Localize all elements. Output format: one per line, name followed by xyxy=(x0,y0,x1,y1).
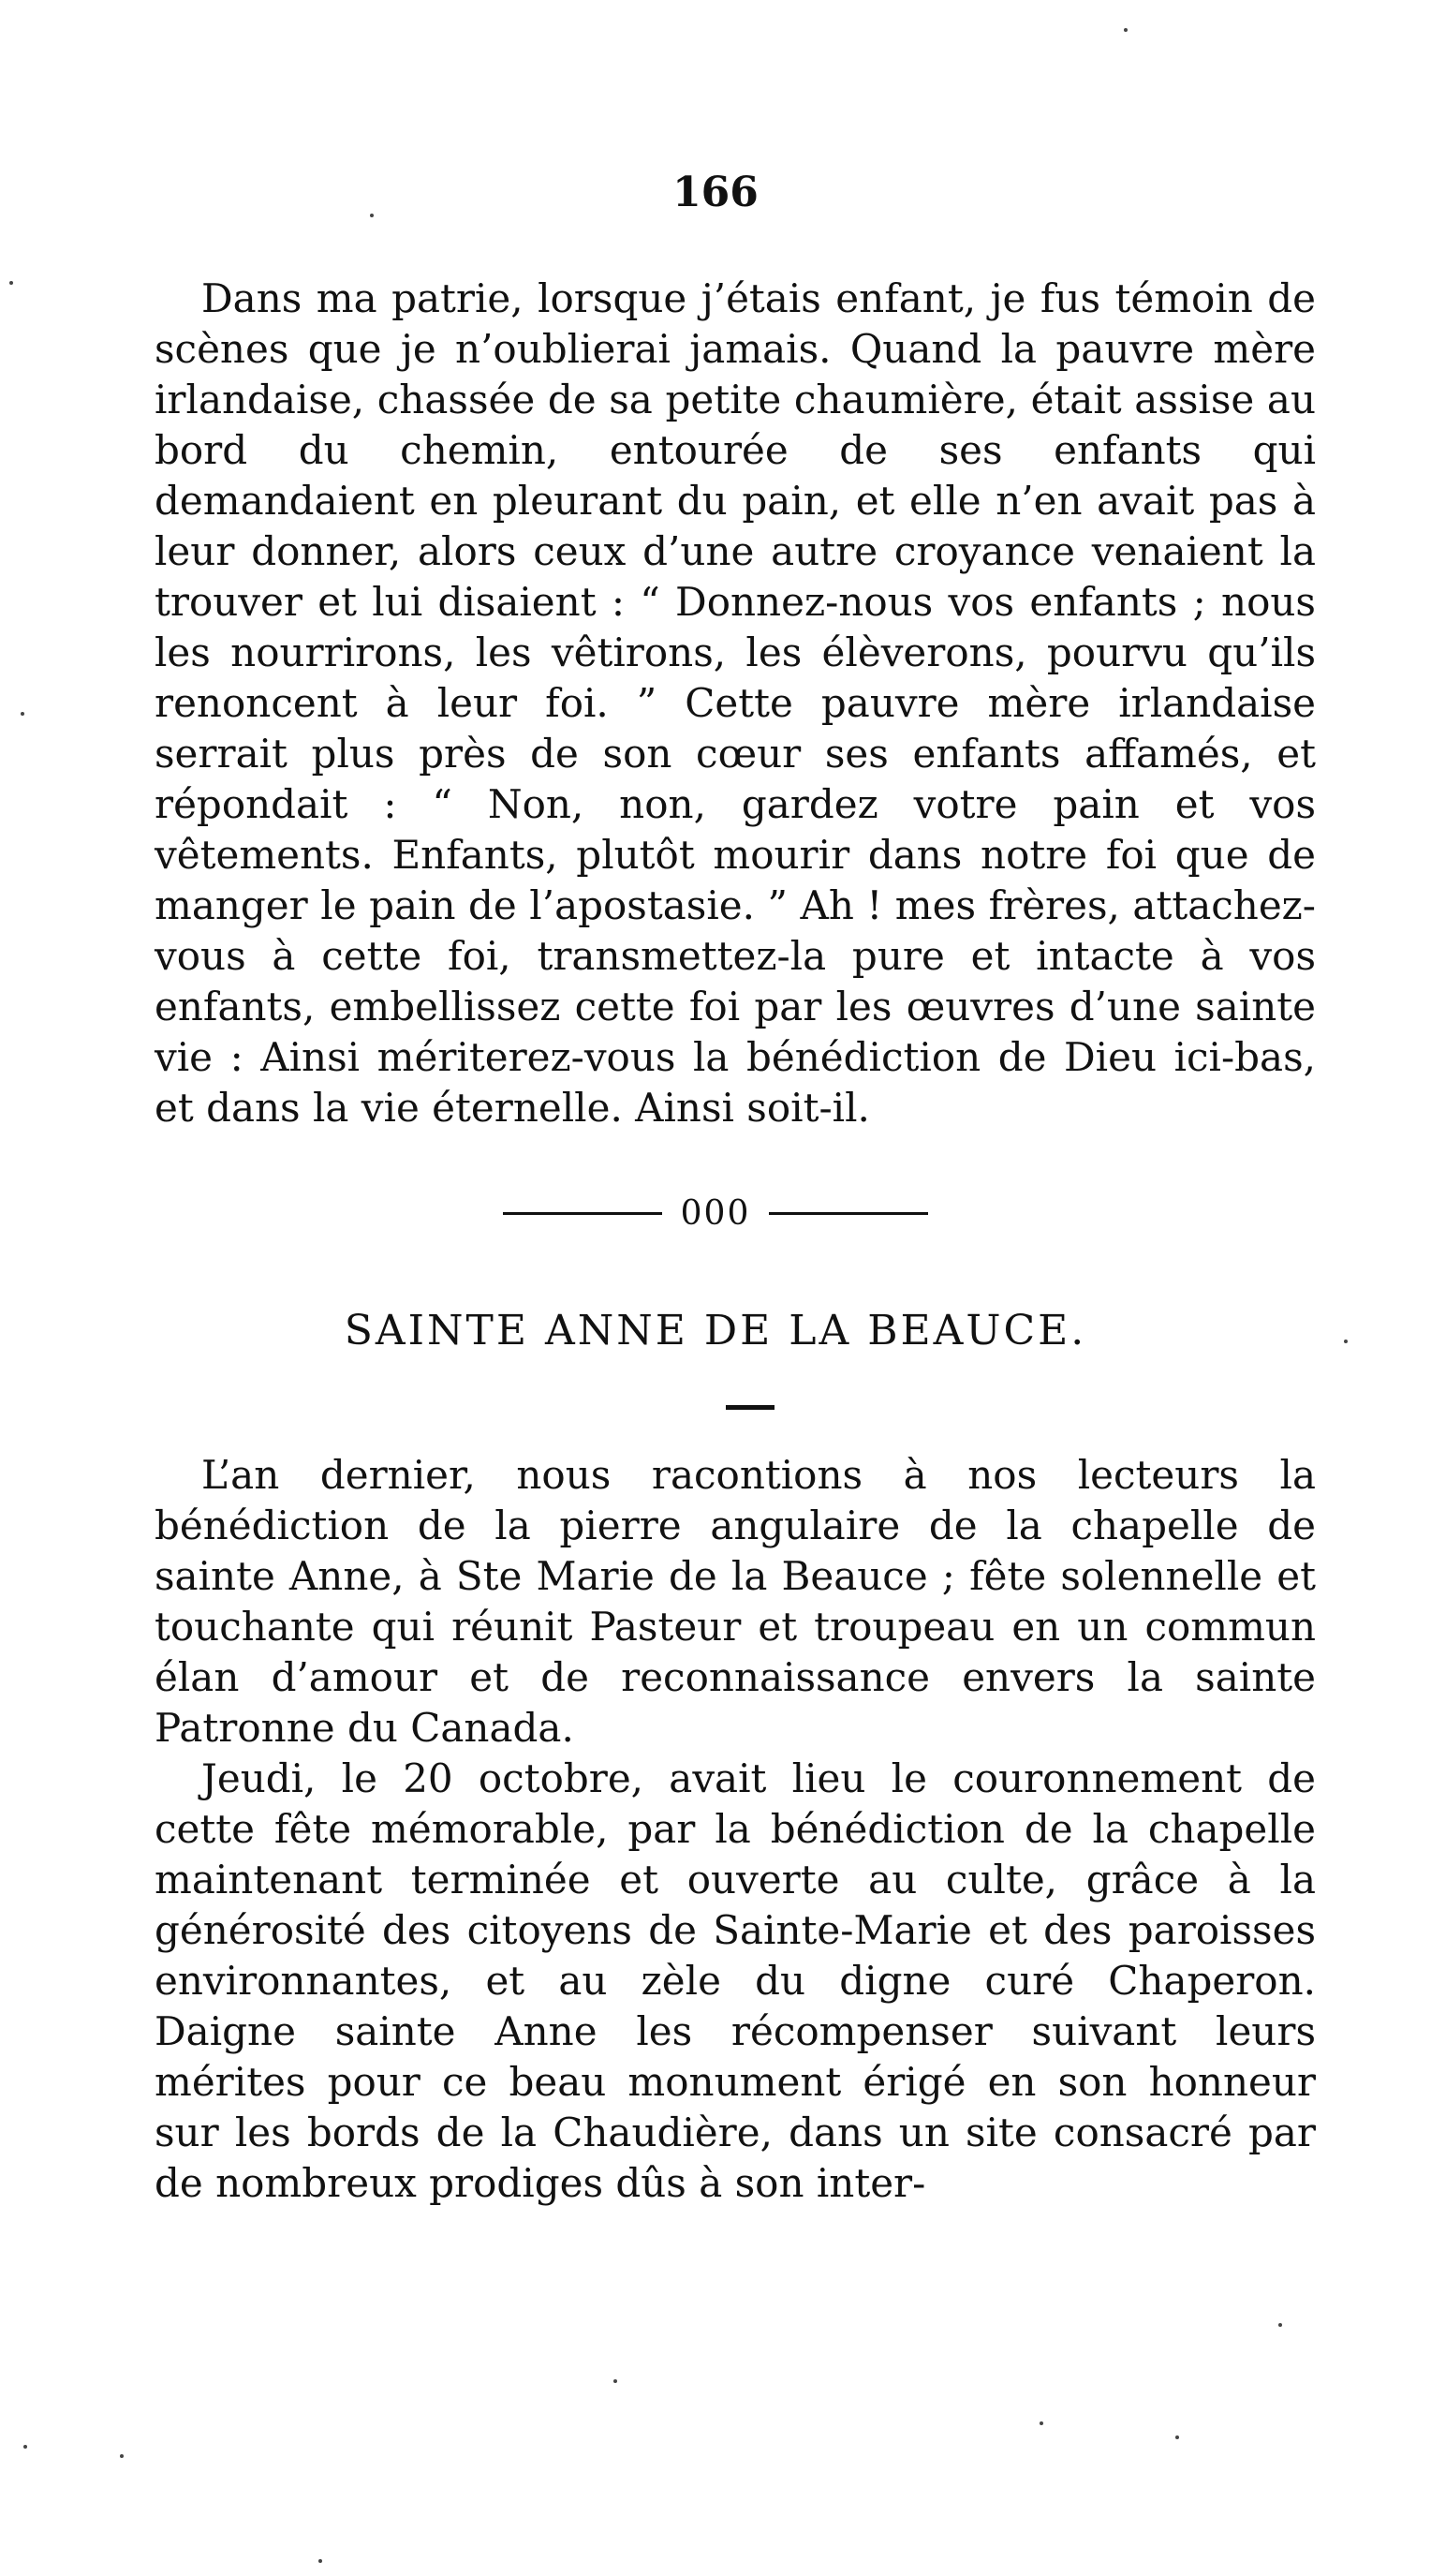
title-underline-rule xyxy=(726,1405,775,1410)
page-number: 166 xyxy=(672,169,759,216)
scan-speck xyxy=(1175,2435,1179,2439)
section-title: SAINTE ANNE DE LA BEAUCE. xyxy=(344,1307,1087,1355)
scan-speck xyxy=(1344,1340,1348,1343)
paragraph-an-dernier: L’an dernier, nous racontions à nos lecteurs la bénédiction de la pierre angulaire de la chapelle de sainte Anne, à Ste Marie de la Beauce ; fête solennelle et touchante qui réunit Pasteur et troupeau en un commun élan d’amour et de reconnaissance envers la sainte Patronne du Canada. xyxy=(155,1452,1316,1751)
scan-speck xyxy=(318,2559,322,2563)
separator-rule-right xyxy=(769,1212,928,1215)
scan-speck xyxy=(120,2454,124,2458)
scan-speck xyxy=(370,214,374,217)
paragraph-patrie: Dans ma patrie, lorsque j’étais enfant, je fus témoin de scènes que je n’oublierai jamais. Quand la pauvre mère irlandaise, chassée de sa petite chaumière, était assise au bord du chemin, entourée de ses enfants qui demandaient en pleurant du pain, et elle n’en avait pas à leur donner, alors ceux d’une autre croyance venaient la trouver et lui disaient : “ Donnez-nous vos enfants ; nous les nourrirons, les vêtirons, les élèverons, pourvu qu’ils renoncent à leur foi. ” Cette pauvre mère irlandaise serrait plus près de son cœur ses enfants affamés, et répondait : “ Non, non, gardez votre pain et vos vêtements. Enfants, plutôt mourir dans notre foi que de manger le pain de l’apostasie. ” Ah ! mes frères, attachez-vous à cette foi, transmettez-la pure et intacte à vos enfants, embellissez cette foi par les œuvres d’une sainte vie : Ainsi mériterez-vous la bénédiction de Dieu ici-bas, et dans la vie éternelle. Ainsi soit-il. xyxy=(155,275,1316,1131)
scan-speck xyxy=(21,712,24,716)
scan-speck xyxy=(9,281,13,285)
scan-speck xyxy=(23,2445,27,2449)
separator-ornament: 000 xyxy=(680,1194,751,1233)
scan-speck xyxy=(1040,2421,1043,2425)
scan-speck xyxy=(613,2379,617,2383)
separator-rule-left xyxy=(503,1212,662,1215)
section-separator xyxy=(0,1194,1431,1233)
scan-speck xyxy=(1278,2323,1282,2327)
paragraph-jeudi: Jeudi, le 20 octobre, avait lieu le couronnement de cette fête mémorable, par la bénédiction de la chapelle maintenant terminée et ouverte au culte, grâce à la générosité des citoyens de Sainte-Marie et des paroisses environnantes, et au zèle du digne curé Chaperon. Daigne sainte Anne les récompenser suivant leurs mérites pour ce beau monument érigé en son honneur sur les bords de la Chaudière, dans un site consacré par de nombreux prodiges dûs à son inter- xyxy=(155,1755,1316,2206)
scan-speck xyxy=(1124,28,1128,32)
